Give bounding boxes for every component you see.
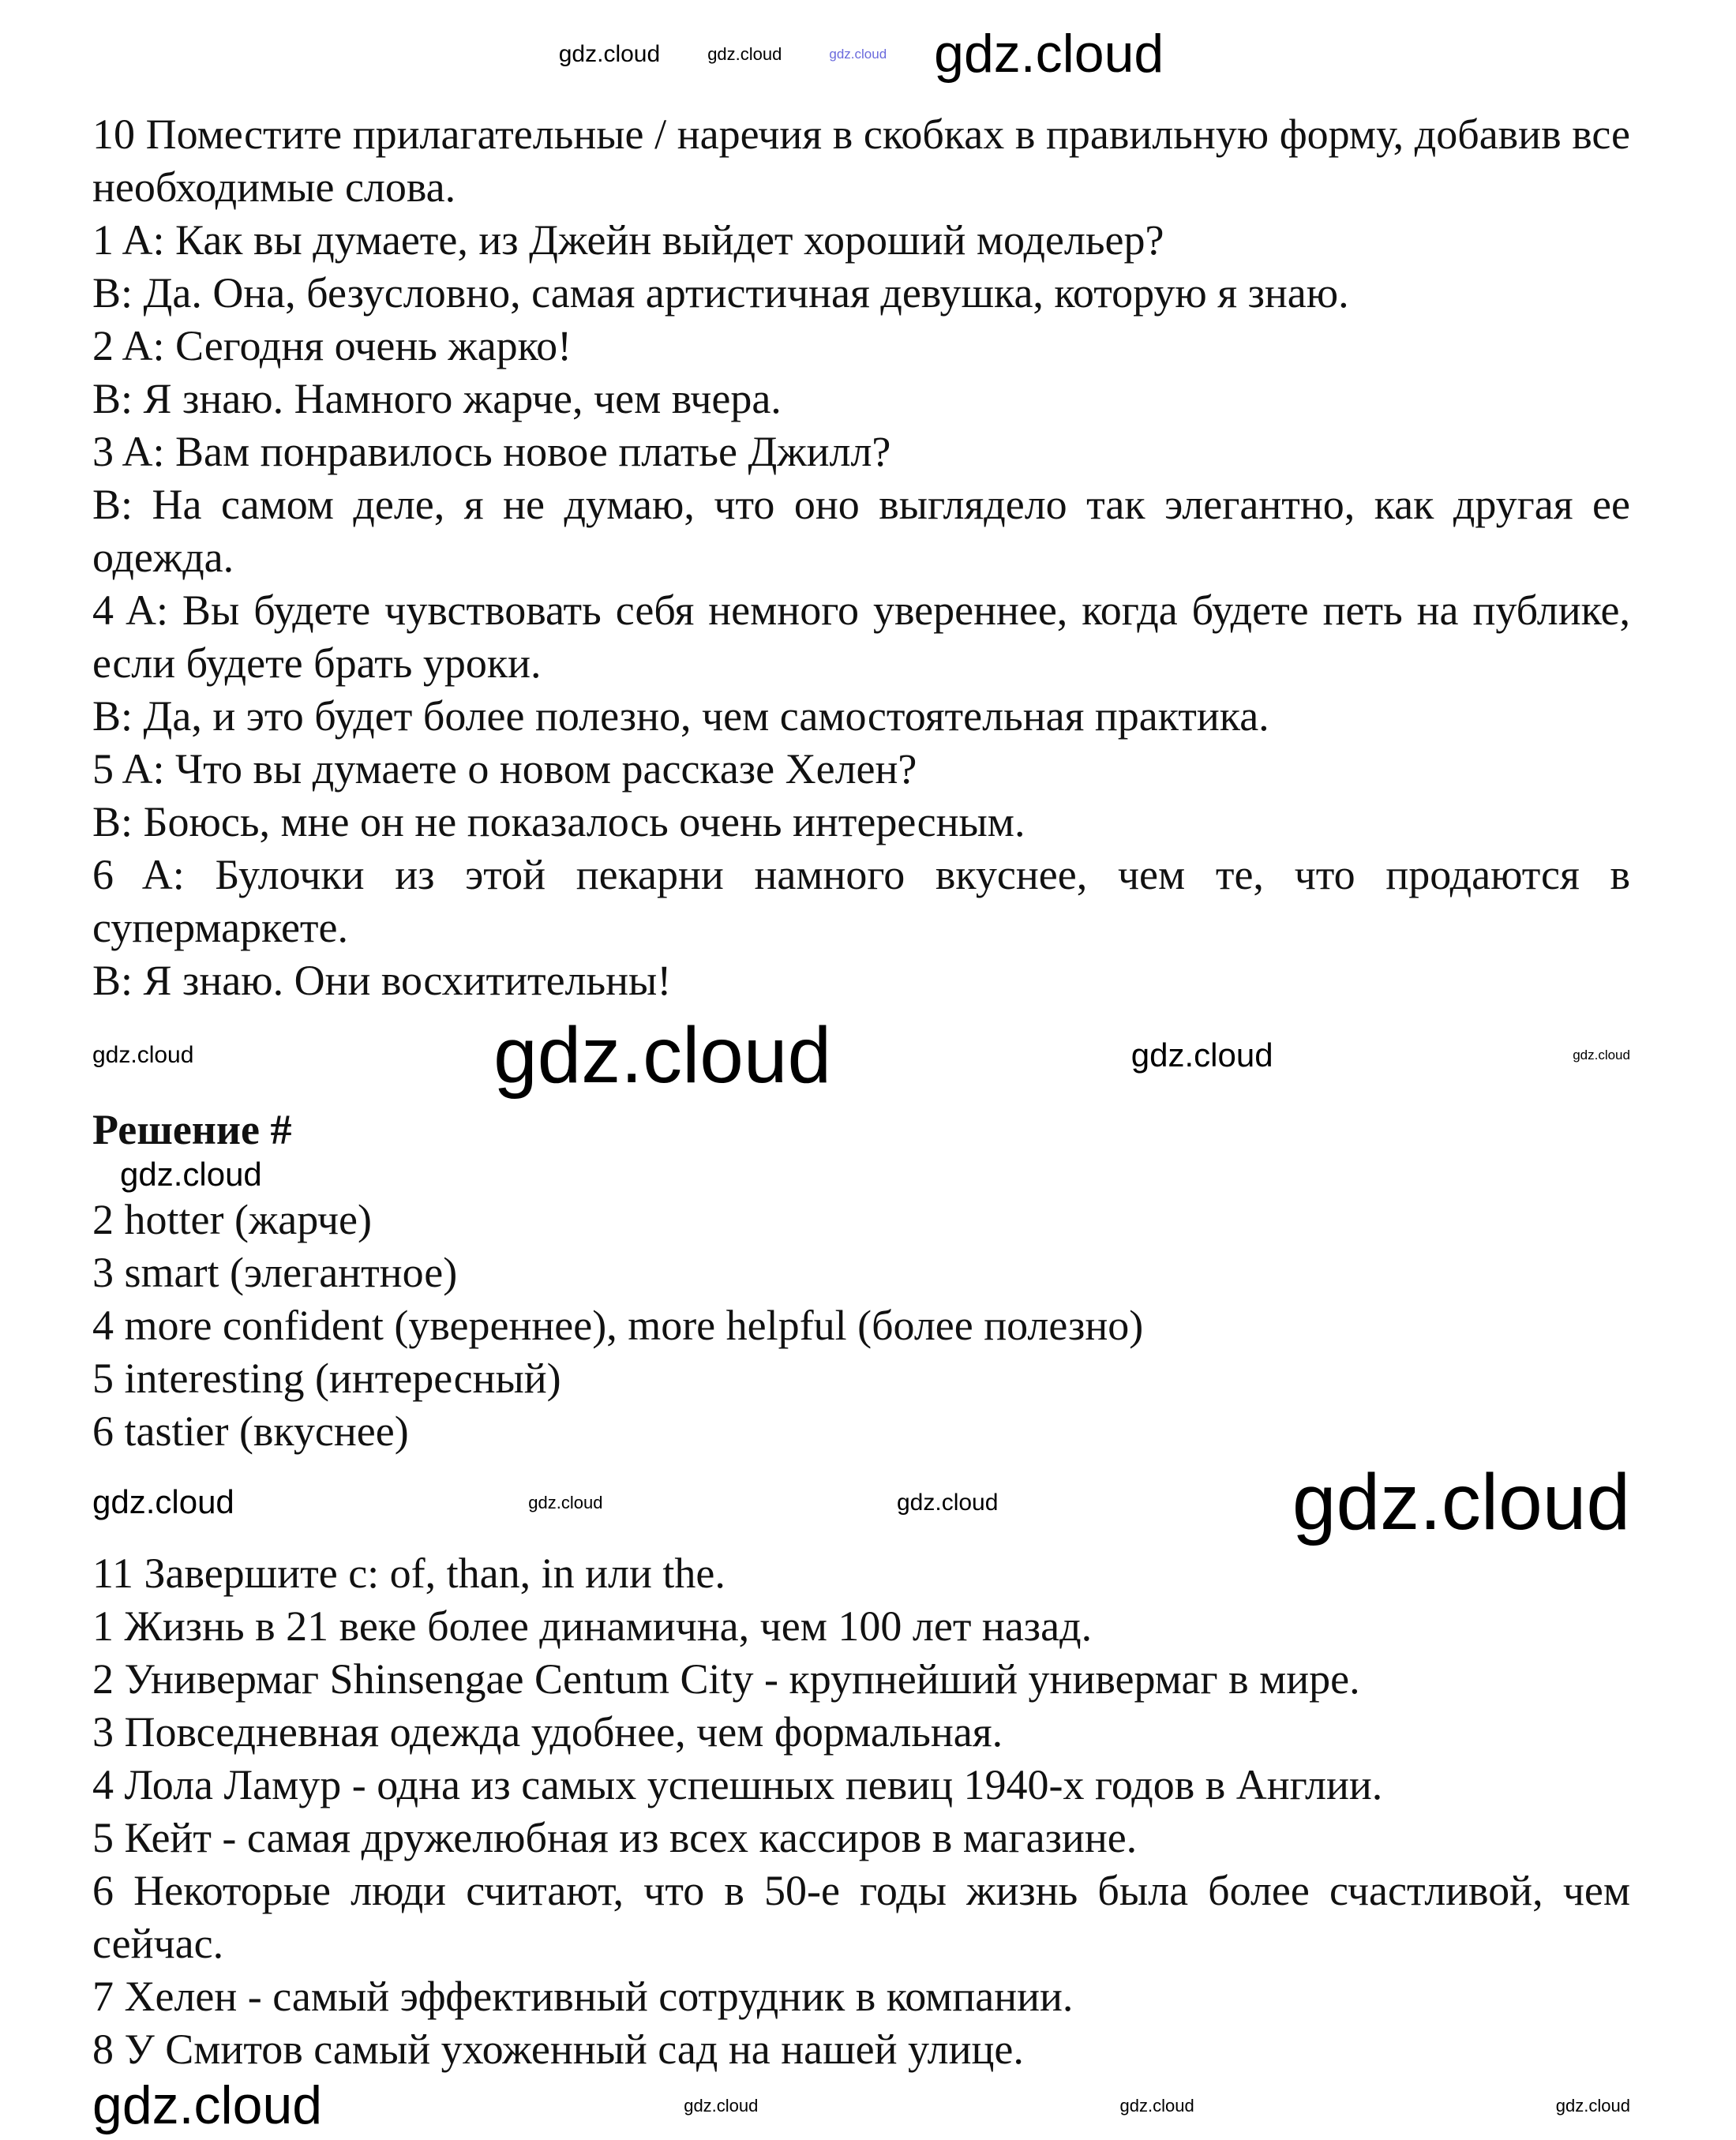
watermark: gdz.cloud <box>92 1042 194 1069</box>
dialogue-line: 4 A: Вы будете чувствовать себя немного увереннее, когда будете петь на публике, если будете брать уроки. <box>92 587 1630 687</box>
watermark-row <box>92 1458 1630 1547</box>
dialogue-line: 2 A: Сегодня очень жарко! <box>92 322 572 369</box>
dialogue-line: B: Я знаю. Они восхитительны! <box>92 957 672 1004</box>
solution-answers <box>92 1194 1630 1458</box>
watermark: gdz.cloud <box>1119 2096 1194 2116</box>
watermark: gdz.cloud <box>1130 1036 1273 1074</box>
answer-line: 3 smart (элегантное) <box>92 1249 458 1296</box>
dialogue-line: 1 A: Как вы думаете, из Джейн выйдет хороший модельер? <box>92 216 1164 264</box>
exercise-11-title: 11 Завершите с: of, than, in или the. <box>92 1550 726 1597</box>
dialogue-line: B: Боюсь, мне он не показалось очень интересным. <box>92 798 1025 845</box>
dialogue-line: B: На самом деле, я не думаю, что оно выглядело так элегантно, как другая ее одежда. <box>92 481 1630 581</box>
watermark: gdz.cloud <box>1555 2096 1630 2116</box>
sentence-line: 7 Хелен - самый эффективный сотрудник в компании. <box>92 1973 1074 2020</box>
watermark: gdz.cloud <box>829 46 887 62</box>
sentence-line: 4 Лола Ламур - одна из самых успешных певиц 1940-х годов в Англии. <box>92 1761 1383 1808</box>
solution-heading-block <box>92 1104 1630 1156</box>
watermark: gdz.cloud <box>92 2075 323 2136</box>
watermark: gdz.cloud <box>934 23 1164 84</box>
watermark-row <box>92 1156 1630 1194</box>
sentence-line: 5 Кейт - самая дружелюбная из всех кассиров в магазине. <box>92 1814 1138 1861</box>
dialogue-line: 5 A: Что вы думаете о новом рассказе Хелен? <box>92 745 917 793</box>
watermark-row <box>92 0 1630 108</box>
sentence-line: 6 Некоторые люди считают, что в 50-е годы жизнь была более счастливой, чем сейчас. <box>92 1867 1630 1967</box>
watermark: gdz.cloud <box>558 40 661 67</box>
sentence-line: 1 Жизнь в 21 веке более динамична, чем 100 лет назад. <box>92 1602 1093 1650</box>
dialogue-line: B: Я знаю. Намного жарче, чем вчера. <box>92 375 782 422</box>
answer-line: 5 interesting (интересный) <box>92 1355 561 1402</box>
exercise-11 <box>92 1547 1630 2076</box>
answer-line: 6 tastier (вкуснее) <box>92 1407 409 1455</box>
answer-line: 2 hotter (жарче) <box>92 1196 372 1243</box>
watermark: gdz.cloud <box>896 1489 999 1516</box>
watermark: gdz.cloud <box>493 1010 832 1100</box>
sentence-line: 8 У Смитов самый ухоженный сад на нашей улице. <box>92 2026 1024 2073</box>
sentence-line: 2 Универмаг Shinsengae Centum City - крупнейший универмаг в мире. <box>92 1655 1360 1703</box>
watermark: gdz.cloud <box>92 1483 234 1521</box>
watermark: gdz.cloud <box>528 1492 603 1512</box>
watermark: gdz.cloud <box>1573 1048 1630 1063</box>
exercise-10-title: 10 Поместите прилагательные / наречия в скобках в правильную форму, добавив все необходимые слова. <box>92 111 1630 211</box>
dialogue-line: B: Да. Она, безусловно, самая артистичная девушка, которую я знаю. <box>92 269 1349 317</box>
answer-line: 4 more confident (увереннее), more helpful (более полезно) <box>92 1302 1144 1349</box>
solution-heading: Решение # <box>92 1106 292 1153</box>
watermark: gdz.cloud <box>707 43 782 64</box>
sentence-line: 3 Повседневная одежда удобнее, чем формальная. <box>92 1708 1003 1756</box>
dialogue-line: B: Да, и это будет более полезно, чем самостоятельная практика. <box>92 692 1269 740</box>
exercise-10 <box>92 108 1630 1007</box>
watermark-row <box>92 2076 1630 2136</box>
watermark: gdz.cloud <box>684 2096 759 2116</box>
watermark: gdz.cloud <box>1292 1458 1630 1546</box>
dialogue-line: 3 A: Вам понравилось новое платье Джилл? <box>92 428 891 475</box>
watermark: gdz.cloud <box>120 1156 262 1194</box>
watermark-row <box>92 1007 1630 1104</box>
dialogue-line: 6 A: Булочки из этой пекарни намного вкуснее, чем те, что продаются в супермаркете. <box>92 851 1630 951</box>
